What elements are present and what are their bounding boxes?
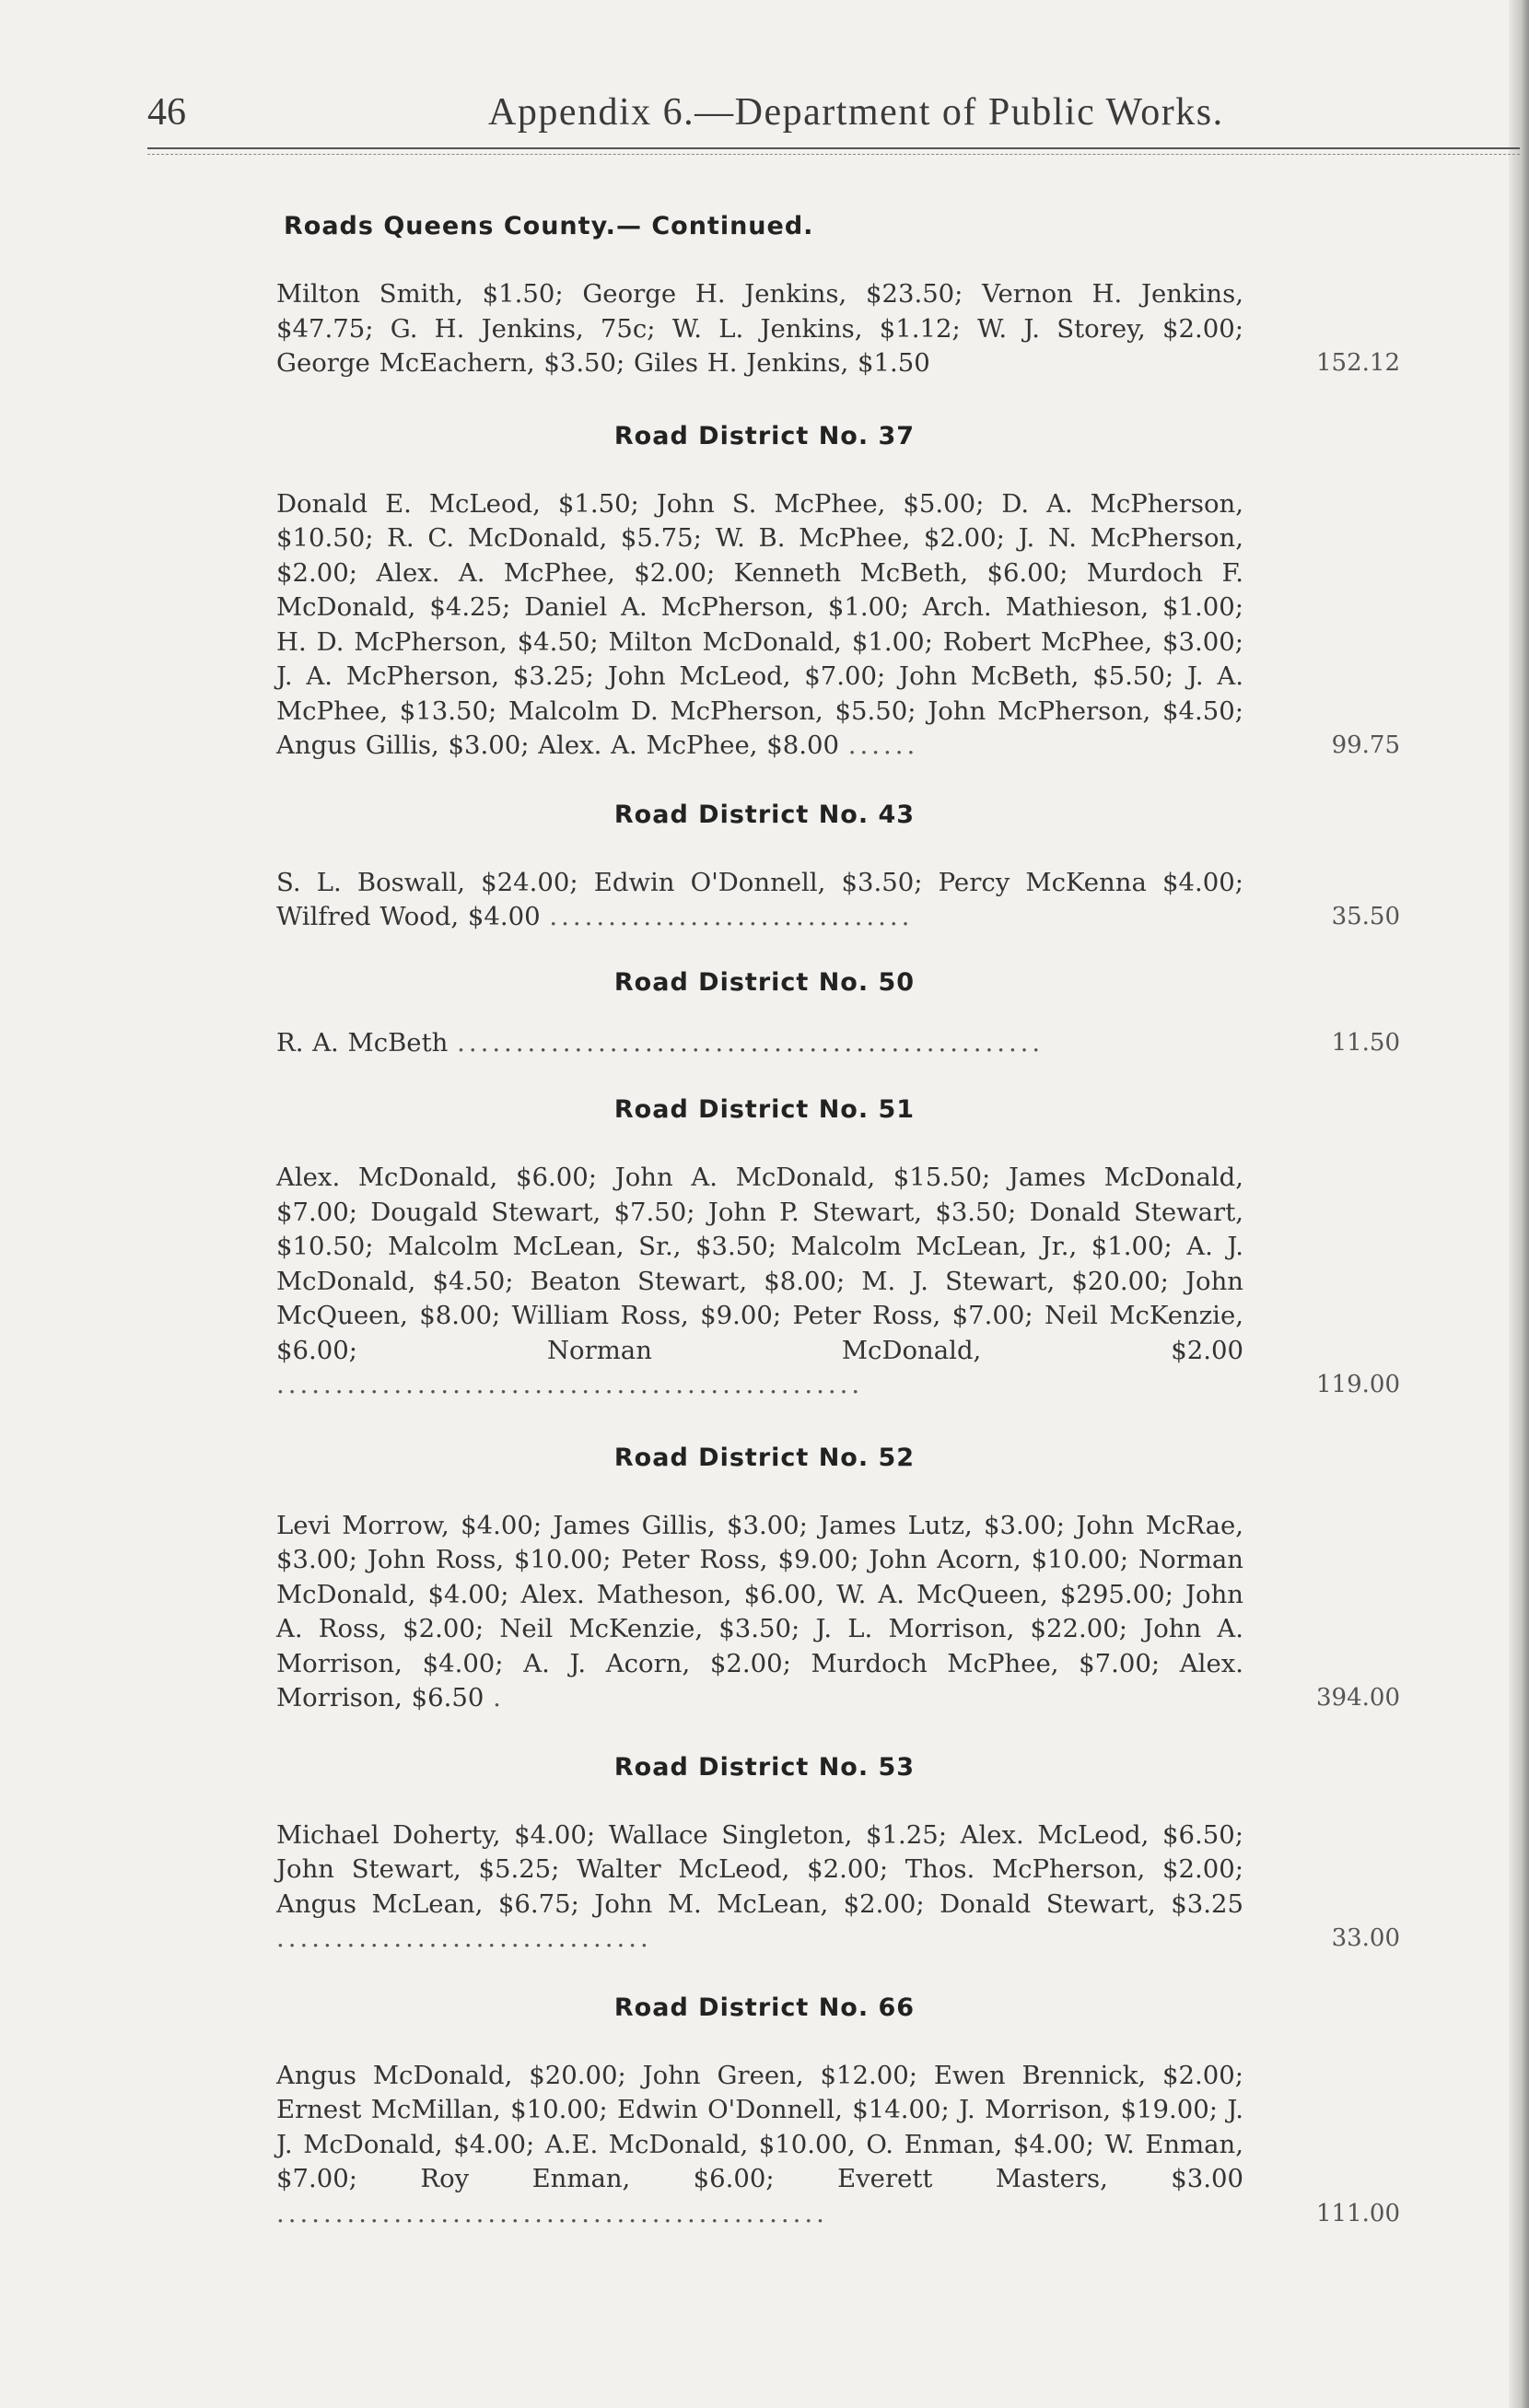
leader-dots: ...... xyxy=(847,731,919,760)
page-number: 46 xyxy=(147,91,186,134)
entry-text: R. A. McBeth .................................................. xyxy=(276,1027,1045,1058)
entry-amount: 35.50 xyxy=(1331,903,1400,930)
section-title: Roads Queens County.— Continued. xyxy=(284,212,814,240)
page-header xyxy=(147,81,1262,146)
entry-amount: 152.12 xyxy=(1316,349,1400,377)
entry-text: S. L. Boswall, $24.00; Edwin O'Donnell, $3.50; Percy McKenna $4.00; Wilfred Wood, $4.00 ............................... xyxy=(276,867,1243,931)
running-title: Appendix 6.—Department of Public Works. xyxy=(488,91,1224,134)
district-heading: Road District No. 50 xyxy=(613,967,916,997)
header-rule xyxy=(147,147,1520,149)
ledger-entry xyxy=(276,866,1400,935)
entry-amount: 119.00 xyxy=(1316,1371,1400,1398)
district-heading: Road District No. 51 xyxy=(613,1095,916,1124)
entry-text: Milton Smith, $1.50; George H. Jenkins, $23.50; Vernon H. Jenkins, $47.75; G. H. Jenkins, 75c; W. L. Jenkins, $1.12; W. J. Storey, $2.00; George McEachern, $3.50; Giles H. Jenkins, $1.50 xyxy=(276,279,1243,378)
ledger-entry xyxy=(276,1509,1400,1716)
district-heading: Road District No. 66 xyxy=(613,1993,916,2022)
ledger-entry xyxy=(276,1161,1400,1403)
ledger-entry xyxy=(276,487,1400,764)
entry-amount: 33.00 xyxy=(1331,1924,1400,1952)
district-heading: Road District No. 37 xyxy=(613,421,916,450)
leader-dots: ................................ xyxy=(276,1923,652,1953)
district-heading: Road District No. 53 xyxy=(613,1752,916,1782)
entry-text: Levi Morrow, $4.00; James Gillis, $3.00; James Lutz, $3.00; John McRae, $3.00; John Ross, $10.00; Peter Ross, $9.00; John Acorn, $10.00; Norman McDonald, $4.00; Alex. Matheson, $6.00, W. A. McQueen, $295.00; John A. Ross, $2.00; Neil McKenzie, $3.50; J. L. Morrison, $22.00; John A. Morrison, $4.00; A. J. Acorn, $2.00; Murdoch McPhee, $7.00; Alex. Morrison, $6.50 . xyxy=(276,1510,1243,1712)
district-heading: Road District No. 43 xyxy=(613,800,916,829)
entry-amount: 11.50 xyxy=(1331,1028,1400,1057)
header-rule-secondary xyxy=(147,154,1520,155)
ledger-entry xyxy=(276,1026,1400,1061)
district-heading: Road District No. 52 xyxy=(613,1443,916,1472)
entry-amount: 394.00 xyxy=(1316,1684,1400,1712)
entry-amount: 111.00 xyxy=(1316,2199,1400,2227)
leader-dots: ............................................... xyxy=(276,2198,828,2228)
leader-dots: ............................... xyxy=(549,902,914,931)
entry-text: Donald E. McLeod, $1.50; John S. McPhee, $5.00; D. A. McPherson, $10.50; R. C. McDonald, $5.75; W. B. McPhee, $2.00; J. N. McPherson, $2.00; Alex. A. McPhee, $2.00; Kenneth McBeth, $6.00; Murdoch F. McDonald, $4.25; Daniel A. McPherson, $1.00; Arch. Mathieson, $1.00; H. D. McPherson, $4.50; Milton McDonald, $1.00; Robert McPhee, $3.00; J. A. McPherson, $3.25; John McLeod, $7.00; John McBeth, $5.50; J. A. McPhee, $13.50; Malcolm D. McPherson, $5.50; John McPherson, $4.50; Angus Gillis, $3.00; Alex. A. McPhee, $8.00 ...... xyxy=(276,488,1243,760)
ledger-entry xyxy=(276,277,1400,381)
entry-text: Michael Doherty, $4.00; Wallace Singleton, $1.25; Alex. McLeod, $6.50; John Stewart, $5.25; Walter McLeod, $2.00; Thos. McPherson, $2.00; Angus McLean, $6.75; John M. McLean, $2.00; Donald Stewart, $3.25 ................................ xyxy=(276,1819,1243,1953)
entry-text: Alex. McDonald, $6.00; John A. McDonald, $15.50; James McDonald, $7.00; Dougald Stewart, $7.50; John P. Stewart, $3.50; Donald Stewart, $10.50; Malcolm McLean, Sr., $3.50; Malcolm McLean, Jr., $1.00; A. J. McDonald, $4.50; Beaton Stewart, $8.00; M. J. Stewart, $20.00; John McQueen, $8.00; William Ross, $9.00; Peter Ross, $7.00; Neil McKenzie, $6.00; Norman McDonald, $2.00 .................................................. xyxy=(276,1163,1243,1399)
page-edge-shadow xyxy=(1509,0,1529,2408)
leader-dots: .................................................. xyxy=(457,1027,1045,1058)
entry-amount: 99.75 xyxy=(1331,731,1400,759)
entry-text: Angus McDonald, $20.00; John Green, $12.00; Ewen Brennick, $2.00; Ernest McMillan, $10.00; Edwin O'Donnell, $14.00; J. Morrison, $19.00; J. J. McDonald, $4.00; A.E. McDonald, $10.00, O. Enman, $4.00; W. Enman, $7.00; Roy Enman, $6.00; Everett Masters, $3.00 ............................................... xyxy=(276,2060,1243,2228)
leader-dots: . xyxy=(493,1683,505,1712)
ledger-entry xyxy=(276,2059,1400,2232)
leader-dots: .................................................. xyxy=(276,1370,864,1399)
page-content xyxy=(276,212,1400,2231)
ledger-entry xyxy=(276,1818,1400,1957)
